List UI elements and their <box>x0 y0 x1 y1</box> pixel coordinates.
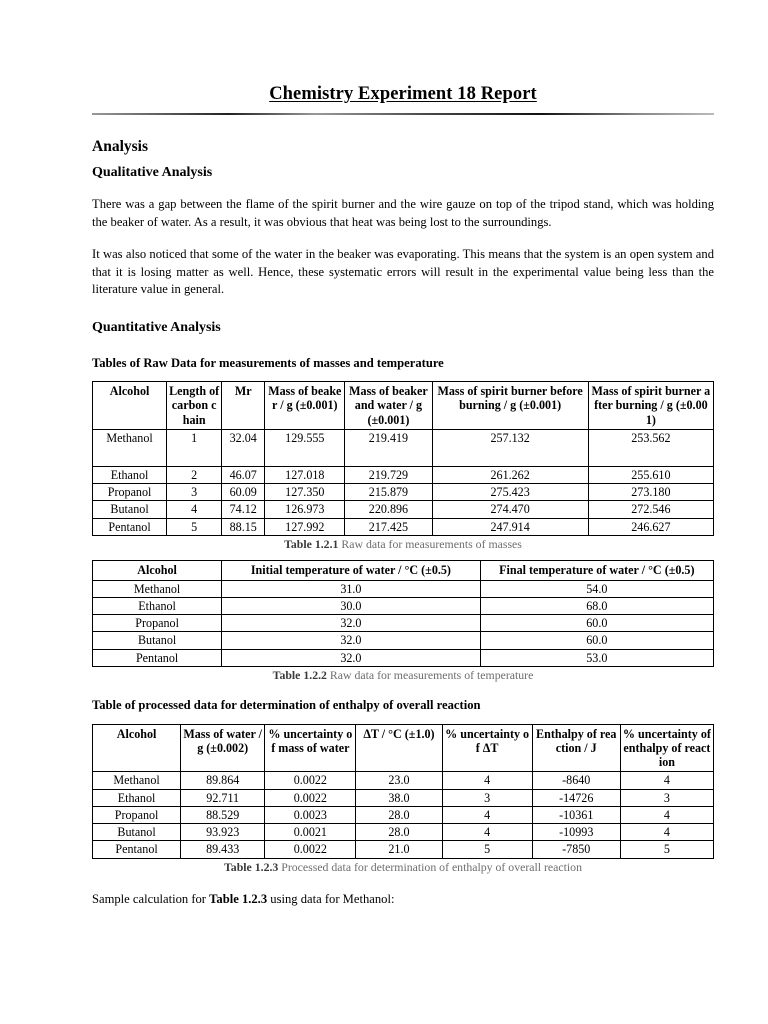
table-header-row <box>93 561 714 580</box>
table-row <box>93 597 714 614</box>
cell-mass-beaker-water: 215.879 <box>345 484 432 501</box>
table-row <box>93 806 714 823</box>
column-header-mass-beaker: Mass of beaker / g (±0.001) <box>265 382 345 430</box>
table-processed-data <box>92 724 714 859</box>
caption-label: Table 1.2.3 <box>224 859 279 874</box>
cell-mass-beaker: 126.973 <box>265 501 345 518</box>
cell-uncertainty-delta-t: 4 <box>442 806 532 823</box>
cell-carbon-chain-length: 4 <box>167 501 222 518</box>
cell-mass-beaker: 127.992 <box>265 518 345 535</box>
cell-mass-burner-after: 255.610 <box>588 466 713 483</box>
column-header-uncertainty-enthalpy: % uncertainty of enthalpy of reaction <box>620 724 713 772</box>
cell-mass-beaker-water: 217.425 <box>345 518 432 535</box>
title-divider <box>92 113 714 115</box>
cell-initial-temperature: 32.0 <box>222 615 480 632</box>
cell-final-temperature: 54.0 <box>480 580 713 597</box>
column-header-mass-beaker-water: Mass of beaker and water / g (±0.001) <box>345 382 432 430</box>
column-header-alcohol: Alcohol <box>93 724 181 772</box>
cell-uncertainty-enthalpy: 4 <box>620 806 713 823</box>
cell-mass-burner-after: 272.546 <box>588 501 713 518</box>
cell-mr: 46.07 <box>222 466 265 483</box>
heading-raw-data-tables: Tables of Raw Data for measurements of masses and temperature <box>92 355 444 370</box>
caption-text: Raw data for measurements of temperature <box>326 667 534 682</box>
cell-enthalpy-reaction: -10993 <box>532 824 620 841</box>
cell-mass-burner-before: 257.132 <box>432 429 588 466</box>
cell-uncertainty-mass-water: 0.0021 <box>265 824 356 841</box>
cell-alcohol: Butanol <box>93 824 181 841</box>
cell-mass-burner-after: 253.562 <box>588 429 713 466</box>
cell-enthalpy-reaction: -10361 <box>532 806 620 823</box>
cell-uncertainty-mass-water: 0.0023 <box>265 806 356 823</box>
caption-text: Raw data for measurements of masses <box>338 536 522 551</box>
cell-alcohol: Butanol <box>93 501 167 518</box>
caption-table-1-2-2 <box>92 668 714 683</box>
paragraph-sample-calculation <box>92 891 714 909</box>
cell-initial-temperature: 30.0 <box>222 597 480 614</box>
cell-mass-burner-before: 274.470 <box>432 501 588 518</box>
cell-carbon-chain-length: 2 <box>167 466 222 483</box>
table-row <box>93 615 714 632</box>
table-row <box>93 824 714 841</box>
cell-alcohol: Pentanol <box>93 649 222 666</box>
caption-text: Processed data for determination of enthalpy of overall reaction <box>278 859 582 874</box>
sample-calc-prefix: Sample calculation for <box>92 892 210 907</box>
column-header-final-temperature: Final temperature of water / °C (±0.5) <box>480 561 713 580</box>
cell-alcohol: Propanol <box>93 615 222 632</box>
paragraph-qualitative-1: There was a gap between the flame of the spirit burner and the wire gauze on top of the tripod stand, which was holding the beaker of water. As a result, it was obvious that heat was being lost to the surroundings. <box>92 196 714 229</box>
cell-alcohol: Propanol <box>93 484 167 501</box>
cell-mass-burner-after: 246.627 <box>588 518 713 535</box>
cell-alcohol: Ethanol <box>93 789 181 806</box>
cell-final-temperature: 60.0 <box>480 632 713 649</box>
cell-final-temperature: 68.0 <box>480 597 713 614</box>
cell-enthalpy-reaction: -8640 <box>532 772 620 789</box>
cell-mass-water: 92.711 <box>181 789 265 806</box>
cell-mass-water: 93.923 <box>181 824 265 841</box>
cell-mass-beaker: 129.555 <box>265 429 345 466</box>
paragraph-qualitative-2: It was also noticed that some of the water in the beaker was evaporating. This means that the system is an open system and that it is losing matter as well. Hence, these systematic errors will result in the experimental value being less than the literature value in general. <box>92 246 714 297</box>
cell-delta-t: 21.0 <box>356 841 442 858</box>
cell-mass-beaker-water: 219.419 <box>345 429 432 466</box>
table-raw-masses <box>92 381 714 536</box>
table-row <box>93 501 714 518</box>
sample-calc-suffix: using data for Methanol: <box>267 892 395 907</box>
cell-mass-beaker: 127.350 <box>265 484 345 501</box>
cell-mr: 74.12 <box>222 501 265 518</box>
table-row <box>93 841 714 858</box>
cell-alcohol: Butanol <box>93 632 222 649</box>
table-raw-temperature <box>92 560 714 667</box>
column-header-enthalpy-reaction: Enthalpy of reaction / J <box>532 724 620 772</box>
cell-mr: 32.04 <box>222 429 265 466</box>
table-row <box>93 789 714 806</box>
cell-final-temperature: 60.0 <box>480 615 713 632</box>
page-title-text: Chemistry Experiment 18 Report <box>269 84 537 104</box>
cell-mass-water: 89.433 <box>181 841 265 858</box>
cell-initial-temperature: 32.0 <box>222 632 480 649</box>
column-header-mr: Mr <box>222 382 265 430</box>
table-row <box>93 518 714 535</box>
cell-delta-t: 23.0 <box>356 772 442 789</box>
cell-mass-beaker-water: 220.896 <box>345 501 432 518</box>
heading-processed-data-table: Table of processed data for determination of enthalpy of overall reaction <box>92 698 481 713</box>
cell-delta-t: 28.0 <box>356 806 442 823</box>
cell-alcohol: Methanol <box>93 772 181 789</box>
cell-mass-water: 88.529 <box>181 806 265 823</box>
cell-mass-water: 89.864 <box>181 772 265 789</box>
caption-table-1-2-3 <box>92 860 714 875</box>
cell-enthalpy-reaction: -14726 <box>532 789 620 806</box>
cell-uncertainty-enthalpy: 4 <box>620 772 713 789</box>
heading-quantitative-analysis: Quantitative Analysis <box>92 320 221 336</box>
cell-initial-temperature: 31.0 <box>222 580 480 597</box>
cell-alcohol: Ethanol <box>93 597 222 614</box>
cell-alcohol: Pentanol <box>93 518 167 535</box>
page-content <box>92 0 714 909</box>
cell-uncertainty-delta-t: 4 <box>442 772 532 789</box>
heading-qualitative-analysis: Qualitative Analysis <box>92 165 213 181</box>
cell-final-temperature: 53.0 <box>480 649 713 666</box>
column-header-alcohol: Alcohol <box>93 561 222 580</box>
cell-carbon-chain-length: 5 <box>167 518 222 535</box>
heading-analysis: Analysis <box>92 138 148 155</box>
cell-mass-beaker: 127.018 <box>265 466 345 483</box>
caption-label: Table 1.2.2 <box>272 667 327 682</box>
column-header-uncertainty-delta-t: % uncertainty of ΔT <box>442 724 532 772</box>
cell-alcohol: Ethanol <box>93 466 167 483</box>
table-row <box>93 772 714 789</box>
cell-uncertainty-enthalpy: 5 <box>620 841 713 858</box>
table-row <box>93 632 714 649</box>
cell-alcohol: Methanol <box>93 580 222 597</box>
cell-uncertainty-delta-t: 4 <box>442 824 532 841</box>
cell-mass-beaker-water: 219.729 <box>345 466 432 483</box>
cell-alcohol: Pentanol <box>93 841 181 858</box>
cell-uncertainty-delta-t: 3 <box>442 789 532 806</box>
column-header-uncertainty-mass-water: % uncertainty of mass of water <box>265 724 356 772</box>
column-header-initial-temperature: Initial temperature of water / °C (±0.5) <box>222 561 480 580</box>
column-header-delta-t: ΔT / °C (±1.0) <box>356 724 442 772</box>
cell-uncertainty-enthalpy: 3 <box>620 789 713 806</box>
cell-mass-burner-before: 275.423 <box>432 484 588 501</box>
table-header-row <box>93 724 714 772</box>
cell-delta-t: 28.0 <box>356 824 442 841</box>
cell-carbon-chain-length: 1 <box>167 429 222 466</box>
caption-label: Table 1.2.1 <box>284 536 339 551</box>
table-row <box>93 429 714 466</box>
column-header-mass-water: Mass of water / g (±0.002) <box>181 724 265 772</box>
cell-mass-burner-after: 273.180 <box>588 484 713 501</box>
column-header-mass-burner-after: Mass of spirit burner after burning / g (±0.001) <box>588 382 713 430</box>
cell-enthalpy-reaction: -7850 <box>532 841 620 858</box>
cell-uncertainty-mass-water: 0.0022 <box>265 841 356 858</box>
page-title <box>92 0 714 105</box>
cell-mr: 60.09 <box>222 484 265 501</box>
caption-table-1-2-1 <box>92 537 714 552</box>
cell-alcohol: Propanol <box>93 806 181 823</box>
cell-mr: 88.15 <box>222 518 265 535</box>
column-header-mass-burner-before: Mass of spirit burner before burning / g (±0.001) <box>432 382 588 430</box>
cell-delta-t: 38.0 <box>356 789 442 806</box>
table-row <box>93 484 714 501</box>
cell-uncertainty-mass-water: 0.0022 <box>265 772 356 789</box>
table-row <box>93 580 714 597</box>
cell-uncertainty-mass-water: 0.0022 <box>265 789 356 806</box>
cell-uncertainty-enthalpy: 4 <box>620 824 713 841</box>
cell-carbon-chain-length: 3 <box>167 484 222 501</box>
table-header-row <box>93 382 714 430</box>
column-header-alcohol: Alcohol <box>93 382 167 430</box>
cell-alcohol: Methanol <box>93 429 167 466</box>
table-row <box>93 466 714 483</box>
column-header-carbon-chain-length: Length of carbon chain <box>167 382 222 430</box>
sample-calc-table-ref: Table 1.2.3 <box>209 892 268 907</box>
table-row <box>93 649 714 666</box>
cell-mass-burner-before: 261.262 <box>432 466 588 483</box>
cell-mass-burner-before: 247.914 <box>432 518 588 535</box>
cell-uncertainty-delta-t: 5 <box>442 841 532 858</box>
cell-initial-temperature: 32.0 <box>222 649 480 666</box>
